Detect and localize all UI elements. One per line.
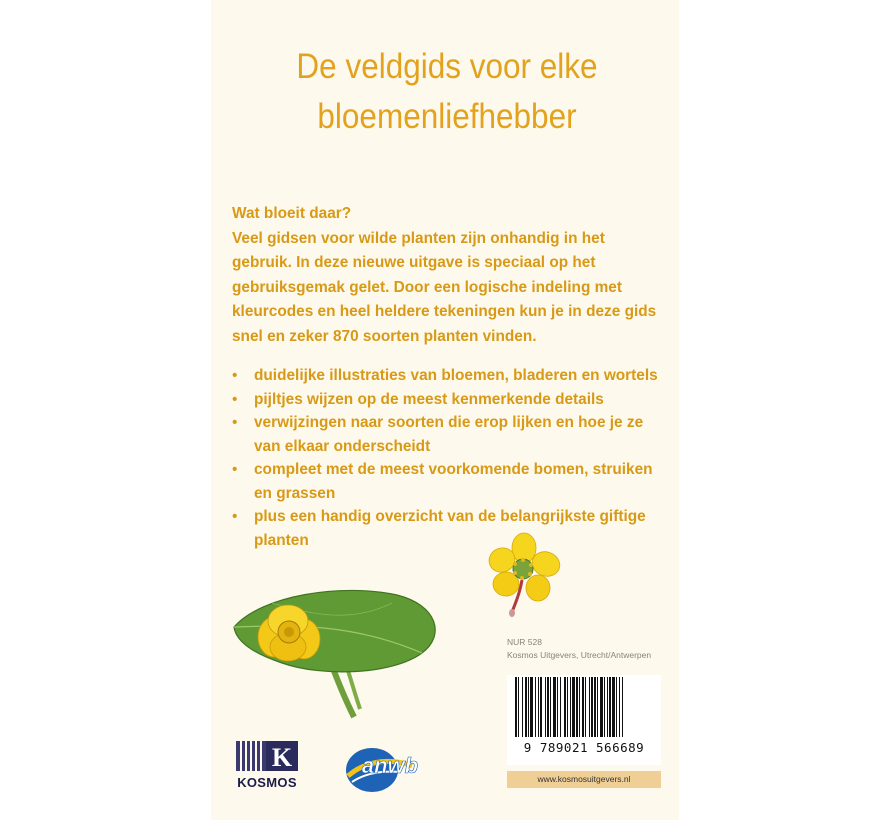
feature-text: pijltjes wijzen op de meest kenmerkende details: [254, 390, 604, 408]
barcode-bar: [522, 677, 523, 737]
kosmos-logo: [232, 739, 302, 793]
feature-item: [232, 505, 672, 552]
website-url[interactable]: www.kosmosuitgevers.nl: [507, 771, 661, 788]
intro-text: [232, 202, 672, 349]
feature-text: van elkaar onderscheidt: [254, 437, 431, 455]
barcode-bar: [589, 677, 590, 737]
yellow-flower-illustration: [482, 528, 566, 620]
barcode-bar: [619, 677, 620, 737]
barcode-bar: [609, 677, 611, 737]
barcode-bar: [591, 677, 593, 737]
bullet-icon: •: [232, 390, 238, 408]
barcode-bar: [528, 677, 529, 737]
barcode-bar: [540, 677, 542, 737]
barcode-bars: [507, 675, 661, 739]
barcode-bar: [530, 677, 533, 737]
feature-item: [232, 388, 672, 412]
intro-line: gebruik. In deze nieuwe uitgave is speciaal op het: [232, 254, 596, 271]
barcode-bar: [545, 677, 546, 737]
nur-code: NUR 528: [507, 637, 542, 647]
barcode-bar: [570, 677, 571, 737]
barcode-bar: [557, 677, 558, 737]
barcode-bar: [594, 677, 596, 737]
barcode-bar: [518, 677, 519, 737]
feature-item: [232, 411, 672, 458]
barcode-bar: [538, 677, 539, 737]
barcode-digits: 9 789021 566689: [523, 740, 645, 755]
anwb-logo: [342, 740, 430, 795]
barcode-bar: [560, 677, 561, 737]
barcode-bar: [597, 677, 598, 737]
headline: [254, 42, 641, 142]
feature-item: [232, 458, 672, 505]
barcode-bar: [582, 677, 584, 737]
feature-text: verwijzingen naar soorten die erop lijken en hoe je ze: [254, 414, 644, 431]
intro-line: gebruiksgemak gelet. Door een logische indeling met: [232, 278, 622, 296]
intro-question: Wat bloeit daar?: [232, 205, 352, 222]
feature-item: [232, 364, 672, 388]
publication-info: [507, 636, 651, 661]
kosmos-mark-icon: [232, 739, 302, 773]
barcode-bar: [550, 677, 551, 737]
barcode-bar: [622, 677, 623, 737]
feature-text: planten: [254, 531, 309, 549]
headline-line-1: De veldgids voor elke: [296, 47, 598, 86]
flower-stem-end: [509, 609, 515, 617]
barcode-bar: [607, 677, 608, 737]
barcode-bar: [547, 677, 549, 737]
intro-line: snel en zeker 870 soorten planten vinden.: [232, 327, 537, 345]
kosmos-wordmark: KOSMOS: [237, 775, 297, 790]
bullet-icon: •: [232, 414, 238, 431]
barcode-bar: [579, 677, 580, 737]
barcode-bar: [576, 677, 578, 737]
barcode-bar: [600, 677, 603, 737]
intro-line: kleurcodes en heel heldere tekeningen kun je in deze gids: [232, 303, 657, 320]
barcode-bar: [604, 677, 605, 737]
feature-text: plus een handig overzicht van de belangrijkste giftige: [254, 508, 646, 525]
publisher-name: Kosmos Uitgevers, Utrecht/Antwerpen: [507, 649, 652, 660]
headline-line-2: bloemenliefhebber: [317, 97, 577, 136]
bullet-icon: •: [232, 508, 238, 525]
barcode-bar: [553, 677, 556, 737]
bullet-icon: •: [232, 367, 238, 384]
intro-line: Veel gidsen voor wilde planten zijn onhandig in het: [232, 229, 605, 247]
barcode-bar: [567, 677, 568, 737]
barcode-bar: [616, 677, 617, 737]
barcode-bar: [585, 677, 586, 737]
kosmos-k-letter: K: [271, 743, 293, 772]
anwb-wordmark: anwb: [361, 753, 419, 778]
barcode-bar: [535, 677, 536, 737]
barcode-bar: [564, 677, 566, 737]
feature-text: duidelijke illustraties van bloemen, bladeren en wortels: [254, 367, 658, 384]
bullet-icon: •: [232, 461, 238, 478]
barcode-bar: [572, 677, 575, 737]
barcode-bar: [525, 677, 527, 737]
water-lily-illustration: [232, 585, 448, 720]
feature-text: compleet met de meest voorkomende bomen, struiken: [254, 461, 653, 478]
barcode-bar: [515, 677, 517, 737]
isbn-barcode: [507, 675, 661, 765]
barcode-bar: [612, 677, 615, 737]
feature-text: en grassen: [254, 484, 336, 502]
feature-list: [232, 364, 672, 552]
